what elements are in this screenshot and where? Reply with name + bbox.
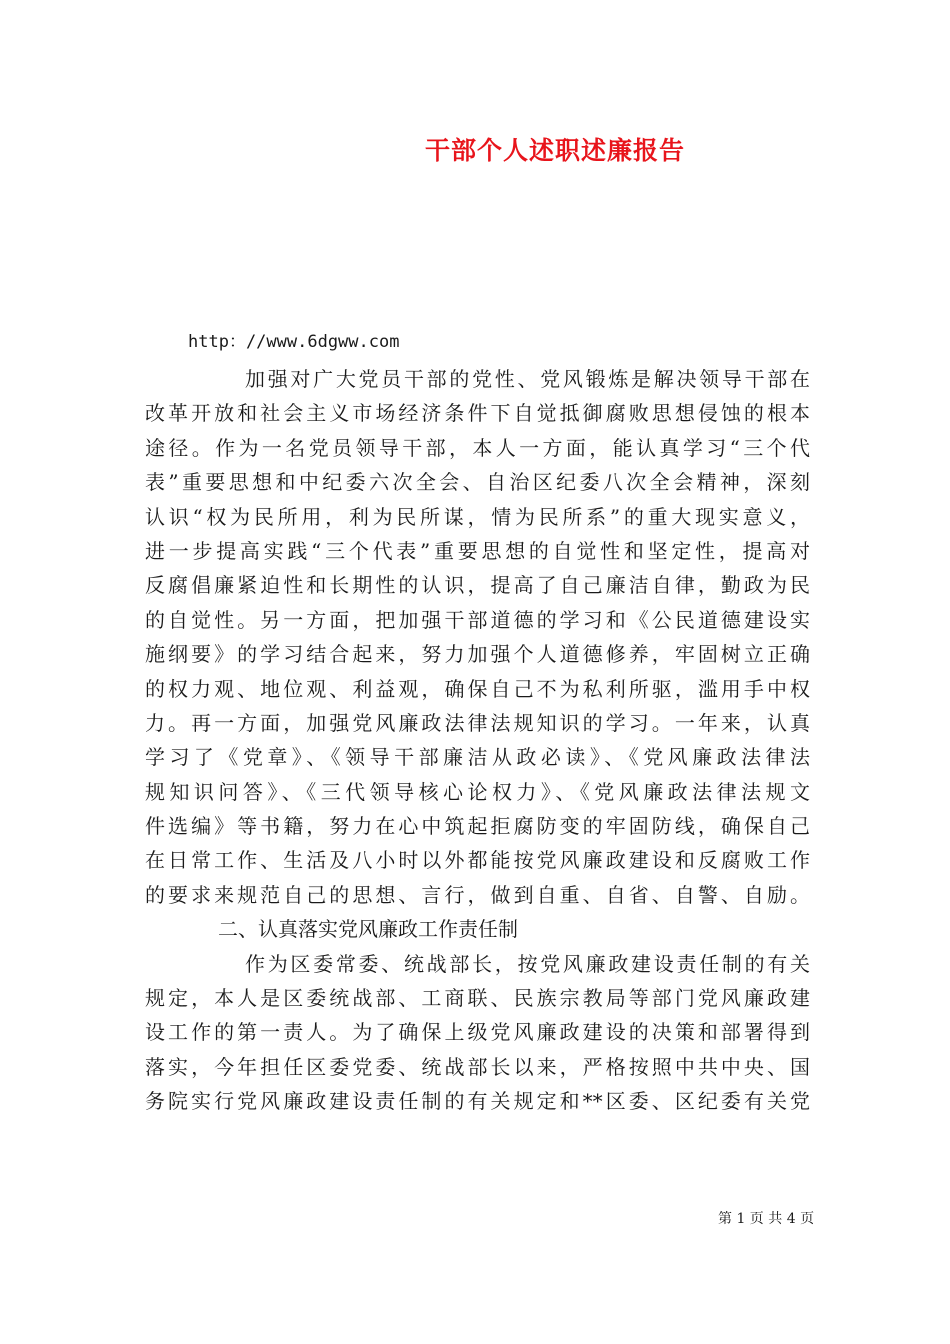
- text-line: 表”重要思想和中纪委六次全会、自治区纪委八次全会精神，深刻: [145, 470, 810, 495]
- text-line: 途径。作为一名党员领导干部，本人一方面，能认真学习“三个代: [145, 435, 810, 460]
- text-line: 反腐倡廉紧迫性和长期性的认识，提高了自己廉洁自律，勤政为民: [145, 573, 810, 598]
- text-line: 件选编》等书籍，努力在心中筑起拒腐防变的牢固防线，确保自己: [145, 814, 810, 839]
- paragraph-2: [145, 947, 810, 1119]
- text-line: 认识“权为民所用，利为民所谋，情为民所系”的重大现实意义，: [145, 504, 810, 529]
- text-line: 规知识问答》、《三代领导核心论权力》、《党风廉政法律法规文: [145, 779, 810, 804]
- text-line: 规定，本人是区委统战部、工商联、民族宗教局等部门党风廉政建: [145, 986, 810, 1011]
- paragraph-1: [145, 362, 810, 912]
- text-line: 力。再一方面，加强党风廉政法律法规知识的学习。一年来，认真: [145, 710, 810, 735]
- document-title: 干部个人述职述廉报告: [424, 136, 685, 165]
- text-line: 的权力观、地位观、利益观，确保自己不为私利所驱，滥用手中权: [145, 676, 810, 701]
- text-line: 进一步提高实践“三个代表”重要思想的自觉性和坚定性，提高对: [145, 538, 810, 563]
- text-line: 务院实行党风廉政建设责任制的有关规定和**区委、区纪委有关党: [145, 1089, 810, 1114]
- text-line: 落实，今年担任区委党委、统战部长以来，严格按照中共中央、国: [145, 1054, 810, 1079]
- page-number: 第 1 页 共 4 页: [718, 1211, 815, 1227]
- text-line: 作为区委常委、统战部长，按党风廉政建设责任制的有关: [245, 951, 810, 976]
- text-line: 加强对广大党员干部的党性、党风锻炼是解决领导干部在: [245, 367, 810, 391]
- text-line: 的自觉性。另一方面，把加强干部道德的学习和《公民道德建设实: [145, 607, 810, 632]
- text-line: 在日常工作、生活及八小时以外都能按党风廉政建设和反腐败工作: [145, 848, 810, 873]
- text-line: 改革开放和社会主义市场经济条件下自觉抵御腐败思想侵蚀的根本: [145, 401, 810, 426]
- text-line: 设工作的第一责人。为了确保上级党风廉政建设的决策和部署得到: [145, 1020, 810, 1045]
- text-line: 施纲要》的学习结合起来，努力加强个人道德修养，牢固树立正确: [145, 642, 810, 667]
- text-line: 学习了《党章》、《领导干部廉洁从政必读》、《党风廉政法律法: [145, 745, 810, 770]
- section-heading: 二、认真落实党风廉政工作责任制: [218, 917, 518, 942]
- text-line: 的要求来规范自己的思想、言行，做到自重、自省、自警、自励。: [145, 882, 810, 907]
- source-url: http：//www.6dgww.com: [188, 332, 400, 352]
- document-body: [145, 362, 810, 1119]
